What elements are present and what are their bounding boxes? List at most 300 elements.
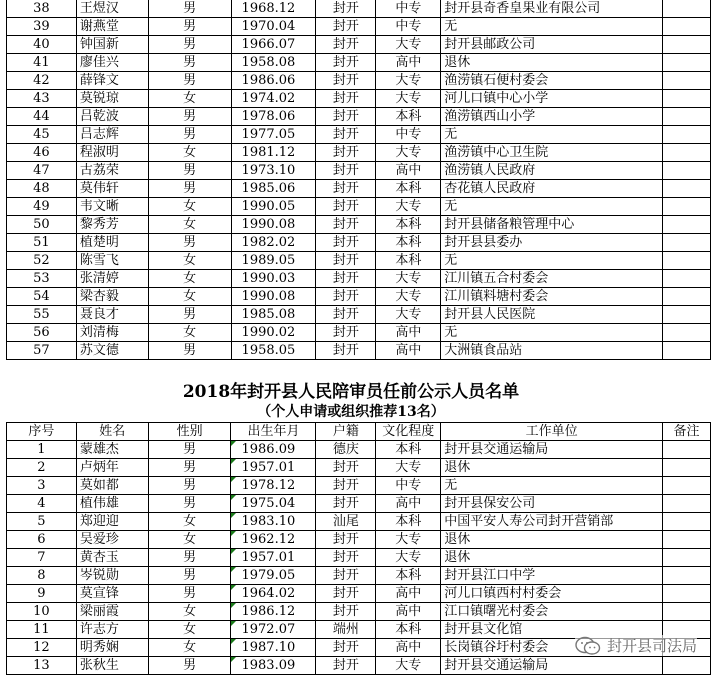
cell-name: 吕乾波: [76, 108, 148, 126]
cell-hukou: 封开: [316, 198, 376, 216]
cell-no: 4: [7, 495, 77, 513]
cell-no: 52: [7, 252, 77, 270]
cell-note: [663, 342, 711, 360]
table-gap: [0, 360, 711, 378]
table-row: [7, 126, 711, 144]
cell-no: 40: [7, 36, 77, 54]
cell-note: [663, 513, 711, 531]
cell-birth: 1983.09: [231, 657, 316, 675]
cell-work: 江川镇五合村委会: [441, 270, 663, 288]
cell-edu: 大专: [376, 306, 441, 324]
cell-gender: 男: [148, 459, 231, 477]
cell-birth: 1986.12: [231, 603, 316, 621]
cell-work: 渔涝镇人民政府: [441, 162, 663, 180]
cell-edu: 中专: [376, 0, 441, 18]
cell-birth: 1990.02: [231, 324, 316, 342]
cell-note: [663, 90, 711, 108]
cell-hukou: 封开: [316, 126, 376, 144]
cell-name: 张秋生: [76, 657, 148, 675]
cell-gender: 男: [148, 180, 231, 198]
cell-no: 38: [7, 0, 77, 18]
cell-no: 56: [7, 324, 77, 342]
cell-edu: 高中: [376, 324, 441, 342]
cell-hukou: 封开: [316, 252, 376, 270]
table-row: [7, 549, 711, 567]
table-row: [7, 162, 711, 180]
cell-no: 48: [7, 180, 77, 198]
cell-edu: 高中: [376, 495, 441, 513]
cell-hukou: 封开: [316, 18, 376, 36]
cell-birth: 1958.05: [231, 342, 316, 360]
cell-hukou: 封开: [316, 72, 376, 90]
cell-gender: 男: [148, 0, 231, 18]
table-row: [7, 36, 711, 54]
cell-note: [663, 324, 711, 342]
cell-edu: 大专: [376, 198, 441, 216]
cell-work: 封开县交通运输局: [441, 657, 663, 675]
cell-hukou: 封开: [316, 162, 376, 180]
table-row: [7, 108, 711, 126]
cell-no: 45: [7, 126, 77, 144]
cell-birth: 1985.08: [231, 306, 316, 324]
cell-name: 梁杏毅: [76, 288, 148, 306]
header-no: 序号: [7, 423, 77, 441]
cell-note: [663, 180, 711, 198]
cell-no: 47: [7, 162, 77, 180]
cell-birth: 1990.03: [231, 270, 316, 288]
cell-no: 13: [7, 657, 77, 675]
cell-work: 渔涝镇石便村委会: [441, 72, 663, 90]
cell-work: 长岗镇谷圩村委会: [441, 639, 663, 657]
header-note: 备注: [663, 423, 711, 441]
header-gender: 性别: [148, 423, 231, 441]
cell-work: 无: [441, 252, 663, 270]
cell-hukou: 封开: [316, 459, 376, 477]
cell-edu: 高中: [376, 585, 441, 603]
cell-note: [663, 234, 711, 252]
cell-gender: 男: [148, 495, 231, 513]
cell-birth: 1978.06: [231, 108, 316, 126]
cell-birth: 1986.06: [231, 72, 316, 90]
cell-work: 封开县人民医院: [441, 306, 663, 324]
cell-note: [663, 585, 711, 603]
cell-name: 张清婷: [76, 270, 148, 288]
cell-birth: 1972.07: [231, 621, 316, 639]
cell-gender: 男: [148, 18, 231, 36]
list-title: 2018年封开县人民陪审员任前公示人员名单: [182, 382, 520, 402]
cell-name: 聂良才: [76, 306, 148, 324]
cell-edu: 大专: [376, 144, 441, 162]
cell-no: 6: [7, 531, 77, 549]
cell-name: 莫锐琼: [76, 90, 148, 108]
header-name: 姓名: [76, 423, 148, 441]
cell-birth: 1973.10: [231, 162, 316, 180]
cell-hukou: 封开: [316, 495, 376, 513]
cell-name: 郑迎迎: [76, 513, 148, 531]
cell-work: 封开县交通运输局: [441, 441, 663, 459]
cell-edu: 大专: [376, 549, 441, 567]
cell-work: 退休: [441, 549, 663, 567]
cell-birth: 1974.02: [231, 90, 316, 108]
cell-no: 51: [7, 234, 77, 252]
cell-hukou: 封开: [316, 324, 376, 342]
cell-name: 吕志辉: [76, 126, 148, 144]
cell-name: 莫伟轩: [76, 180, 148, 198]
table-row: [7, 567, 711, 585]
cell-hukou: 封开: [316, 90, 376, 108]
cell-note: [663, 495, 711, 513]
cell-gender: 男: [148, 657, 231, 675]
cell-gender: 男: [148, 72, 231, 90]
cell-hukou: 封开: [316, 477, 376, 495]
cell-edu: 本科: [376, 180, 441, 198]
table-row: [7, 288, 711, 306]
table-row: [7, 216, 711, 234]
cell-name: 苏文德: [76, 342, 148, 360]
cell-hukou: 封开: [316, 144, 376, 162]
cell-birth: 1983.10: [231, 513, 316, 531]
cell-no: 50: [7, 216, 77, 234]
table-row: [7, 306, 711, 324]
cell-work: 封开县保安公司: [441, 495, 663, 513]
cell-work: 大洲镇食品站: [441, 342, 663, 360]
cell-name: 黄杏玉: [76, 549, 148, 567]
cell-edu: 大专: [376, 36, 441, 54]
table-row: [7, 18, 711, 36]
cell-gender: 男: [148, 549, 231, 567]
wechat-icon: [575, 636, 601, 656]
cell-note: [663, 162, 711, 180]
cell-no: 11: [7, 621, 77, 639]
cell-name: 岑锐勋: [76, 567, 148, 585]
cell-birth: 1977.05: [231, 126, 316, 144]
cell-name: 明秀娴: [76, 639, 148, 657]
cell-name: 王煜汉: [76, 0, 148, 18]
cell-edu: 高中: [376, 639, 441, 657]
cell-no: 49: [7, 198, 77, 216]
cell-hukou: 汕尾: [316, 513, 376, 531]
cell-gender: 男: [148, 108, 231, 126]
cell-birth: 1978.12: [231, 477, 316, 495]
cell-work: 封开县邮政公司: [441, 36, 663, 54]
cell-no: 7: [7, 549, 77, 567]
table-row: [7, 54, 711, 72]
cell-edu: 中专: [376, 477, 441, 495]
cell-hukou: 封开: [316, 234, 376, 252]
cell-note: [663, 72, 711, 90]
cell-note: [663, 270, 711, 288]
table-row: [7, 657, 711, 675]
table-row: [7, 513, 711, 531]
cell-edu: 中专: [376, 18, 441, 36]
cell-work: 河儿口镇西村村委会: [441, 585, 663, 603]
cell-hukou: 封开: [316, 306, 376, 324]
cell-edu: 高中: [376, 162, 441, 180]
cell-name: 陈雪飞: [76, 252, 148, 270]
list-subtitle: （个人申请或组织推荐13名）: [257, 404, 445, 420]
table-row: [7, 144, 711, 162]
table-row: [7, 270, 711, 288]
cell-work: 退休: [441, 459, 663, 477]
cell-name: 卢炳年: [76, 459, 148, 477]
cell-birth: 1982.02: [231, 234, 316, 252]
cell-edu: 大专: [376, 288, 441, 306]
cell-gender: 女: [148, 513, 231, 531]
cell-birth: 1986.09: [231, 441, 316, 459]
cell-hukou: 封开: [316, 531, 376, 549]
cell-birth: 1987.10: [231, 639, 316, 657]
cell-note: [663, 36, 711, 54]
cell-gender: 女: [148, 198, 231, 216]
cell-no: 39: [7, 18, 77, 36]
cell-edu: 本科: [376, 252, 441, 270]
cell-work: 无: [441, 324, 663, 342]
table-row: [7, 459, 711, 477]
cell-no: 53: [7, 270, 77, 288]
cell-note: [663, 0, 711, 18]
cell-no: 54: [7, 288, 77, 306]
cell-gender: 男: [148, 585, 231, 603]
header-birth: 出生年月: [231, 423, 316, 441]
cell-birth: 1958.08: [231, 54, 316, 72]
cell-birth: 1975.04: [231, 495, 316, 513]
cell-note: [663, 198, 711, 216]
cell-work: 封开县县委办: [441, 234, 663, 252]
cell-note: [663, 441, 711, 459]
cell-hukou: 封开: [316, 180, 376, 198]
cell-hukou: 德庆: [316, 441, 376, 459]
cell-edu: 本科: [376, 234, 441, 252]
table-row: [7, 324, 711, 342]
cell-name: 吴爱珍: [76, 531, 148, 549]
cell-gender: 女: [148, 603, 231, 621]
cell-no: 5: [7, 513, 77, 531]
cell-work: 封开县文化馆: [441, 621, 663, 639]
cell-work: 无: [441, 198, 663, 216]
table-row: [7, 252, 711, 270]
cell-gender: 女: [148, 639, 231, 657]
cell-name: 莫如都: [76, 477, 148, 495]
cell-hukou: 封开: [316, 639, 376, 657]
table-row: [7, 0, 711, 18]
cell-no: 8: [7, 567, 77, 585]
cell-no: 44: [7, 108, 77, 126]
header-edu: 文化程度: [376, 423, 441, 441]
cell-edu: 本科: [376, 621, 441, 639]
cell-work: 江川镇料塘村委会: [441, 288, 663, 306]
cell-name: 黎秀芳: [76, 216, 148, 234]
table-continuation: [6, 0, 711, 360]
cell-note: [663, 459, 711, 477]
cell-edu: 本科: [376, 108, 441, 126]
cell-note: [663, 126, 711, 144]
table-row: [7, 585, 711, 603]
cell-edu: 本科: [376, 567, 441, 585]
cell-gender: 男: [148, 234, 231, 252]
cell-gender: 女: [148, 270, 231, 288]
table-row: [7, 603, 711, 621]
cell-note: [663, 567, 711, 585]
cell-birth: 1957.01: [231, 549, 316, 567]
table-row: [7, 234, 711, 252]
cell-name: 谢燕堂: [76, 18, 148, 36]
cell-gender: 男: [148, 306, 231, 324]
cell-work: 无: [441, 18, 663, 36]
cell-gender: 女: [148, 252, 231, 270]
cell-gender: 女: [148, 621, 231, 639]
table-row: [7, 180, 711, 198]
cell-edu: 高中: [376, 603, 441, 621]
table-row: [7, 495, 711, 513]
cell-work: 无: [441, 477, 663, 495]
cell-gender: 女: [148, 90, 231, 108]
cell-edu: 大专: [376, 90, 441, 108]
cell-no: 57: [7, 342, 77, 360]
cell-birth: 1970.04: [231, 18, 316, 36]
cell-edu: 高中: [376, 342, 441, 360]
cell-no: 41: [7, 54, 77, 72]
cell-birth: 1989.05: [231, 252, 316, 270]
cell-hukou: 封开: [316, 216, 376, 234]
cell-no: 55: [7, 306, 77, 324]
watermark: [575, 635, 697, 656]
cell-edu: 本科: [376, 513, 441, 531]
cell-hukou: 封开: [316, 657, 376, 675]
cell-note: [663, 252, 711, 270]
cell-gender: 男: [148, 36, 231, 54]
cell-work: 渔涝镇西山小学: [441, 108, 663, 126]
cell-edu: 大专: [376, 531, 441, 549]
cell-no: 46: [7, 144, 77, 162]
cell-gender: 男: [148, 126, 231, 144]
cell-note: [663, 108, 711, 126]
cell-no: 1: [7, 441, 77, 459]
cell-no: 12: [7, 639, 77, 657]
cell-name: 韦文晰: [76, 198, 148, 216]
cell-note: [663, 306, 711, 324]
cell-no: 42: [7, 72, 77, 90]
cell-work: 河儿口镇中心小学: [441, 90, 663, 108]
cell-name: 廖佳兴: [76, 54, 148, 72]
cell-hukou: 封开: [316, 270, 376, 288]
cell-name: 薛锋文: [76, 72, 148, 90]
cell-edu: 大专: [376, 657, 441, 675]
table-row: [7, 90, 711, 108]
cell-note: [663, 477, 711, 495]
cell-work: 封开县江口中学: [441, 567, 663, 585]
cell-edu: 中专: [376, 126, 441, 144]
table-row: [7, 477, 711, 495]
cell-gender: 男: [148, 477, 231, 495]
cell-hukou: 封开: [316, 288, 376, 306]
cell-work: 杏花镇人民政府: [441, 180, 663, 198]
cell-no: 9: [7, 585, 77, 603]
cell-birth: 1990.05: [231, 198, 316, 216]
cell-edu: 大专: [376, 270, 441, 288]
cell-hukou: 封开: [316, 108, 376, 126]
cell-note: [663, 603, 711, 621]
cell-name: 古荔荣: [76, 162, 148, 180]
cell-gender: 男: [148, 162, 231, 180]
cell-work: 中国平安人寿公司封开营销部: [441, 513, 663, 531]
cell-edu: 大专: [376, 72, 441, 90]
cell-hukou: 封开: [316, 549, 376, 567]
cell-birth: 1964.02: [231, 585, 316, 603]
cell-gender: 男: [148, 567, 231, 585]
cell-name: 钟国新: [76, 36, 148, 54]
cell-birth: 1957.01: [231, 459, 316, 477]
cell-note: [663, 216, 711, 234]
cell-edu: 本科: [376, 216, 441, 234]
cell-gender: 女: [148, 288, 231, 306]
table-row: [7, 72, 711, 90]
cell-note: [663, 54, 711, 72]
cell-gender: 男: [148, 54, 231, 72]
cell-birth: 1981.12: [231, 144, 316, 162]
cell-edu: 大专: [376, 459, 441, 477]
cell-birth: 1979.05: [231, 567, 316, 585]
cell-gender: 女: [148, 531, 231, 549]
cell-gender: 女: [148, 324, 231, 342]
cell-name: 蒙雄杰: [76, 441, 148, 459]
cell-name: 梁丽霞: [76, 603, 148, 621]
cell-birth: 1968.12: [231, 0, 316, 18]
cell-birth: 1966.07: [231, 36, 316, 54]
watermark-text: 封开县司法局: [606, 637, 697, 655]
cell-work: 退休: [441, 531, 663, 549]
header-row: [7, 423, 711, 441]
cell-name: 植楚明: [76, 234, 148, 252]
cell-work: 封开县储备粮管理中心: [441, 216, 663, 234]
cell-work: 江口镇曙光村委会: [441, 603, 663, 621]
cell-work: 渔涝镇中心卫生院: [441, 144, 663, 162]
cell-gender: 女: [148, 216, 231, 234]
cell-hukou: 封开: [316, 603, 376, 621]
cell-name: 植伟雄: [76, 495, 148, 513]
cell-edu: 本科: [376, 441, 441, 459]
cell-hukou: 封开: [316, 36, 376, 54]
cell-hukou: 封开: [316, 342, 376, 360]
cell-birth: 1962.12: [231, 531, 316, 549]
cell-work: 无: [441, 126, 663, 144]
table-row: [7, 531, 711, 549]
table-row: [7, 198, 711, 216]
cell-note: [663, 531, 711, 549]
cell-note: [663, 549, 711, 567]
cell-gender: 男: [148, 441, 231, 459]
cell-hukou: 封开: [316, 585, 376, 603]
cell-no: 10: [7, 603, 77, 621]
cell-name: 刘清梅: [76, 324, 148, 342]
cell-edu: 高中: [376, 54, 441, 72]
cell-note: [663, 18, 711, 36]
cell-name: 莫宣锋: [76, 585, 148, 603]
cell-no: 3: [7, 477, 77, 495]
header-hukou: 户籍: [316, 423, 376, 441]
table-row: [7, 441, 711, 459]
cell-name: 许志方: [76, 621, 148, 639]
cell-hukou: 端州: [316, 621, 376, 639]
cell-no: 2: [7, 459, 77, 477]
cell-work: 封开县奇香皇果业有限公司: [441, 0, 663, 18]
cell-note: [663, 144, 711, 162]
cell-hukou: 封开: [316, 567, 376, 585]
cell-note: [663, 288, 711, 306]
cell-no: 43: [7, 90, 77, 108]
cell-name: 程淑明: [76, 144, 148, 162]
cell-gender: 男: [148, 342, 231, 360]
cell-birth: 1990.08: [231, 216, 316, 234]
